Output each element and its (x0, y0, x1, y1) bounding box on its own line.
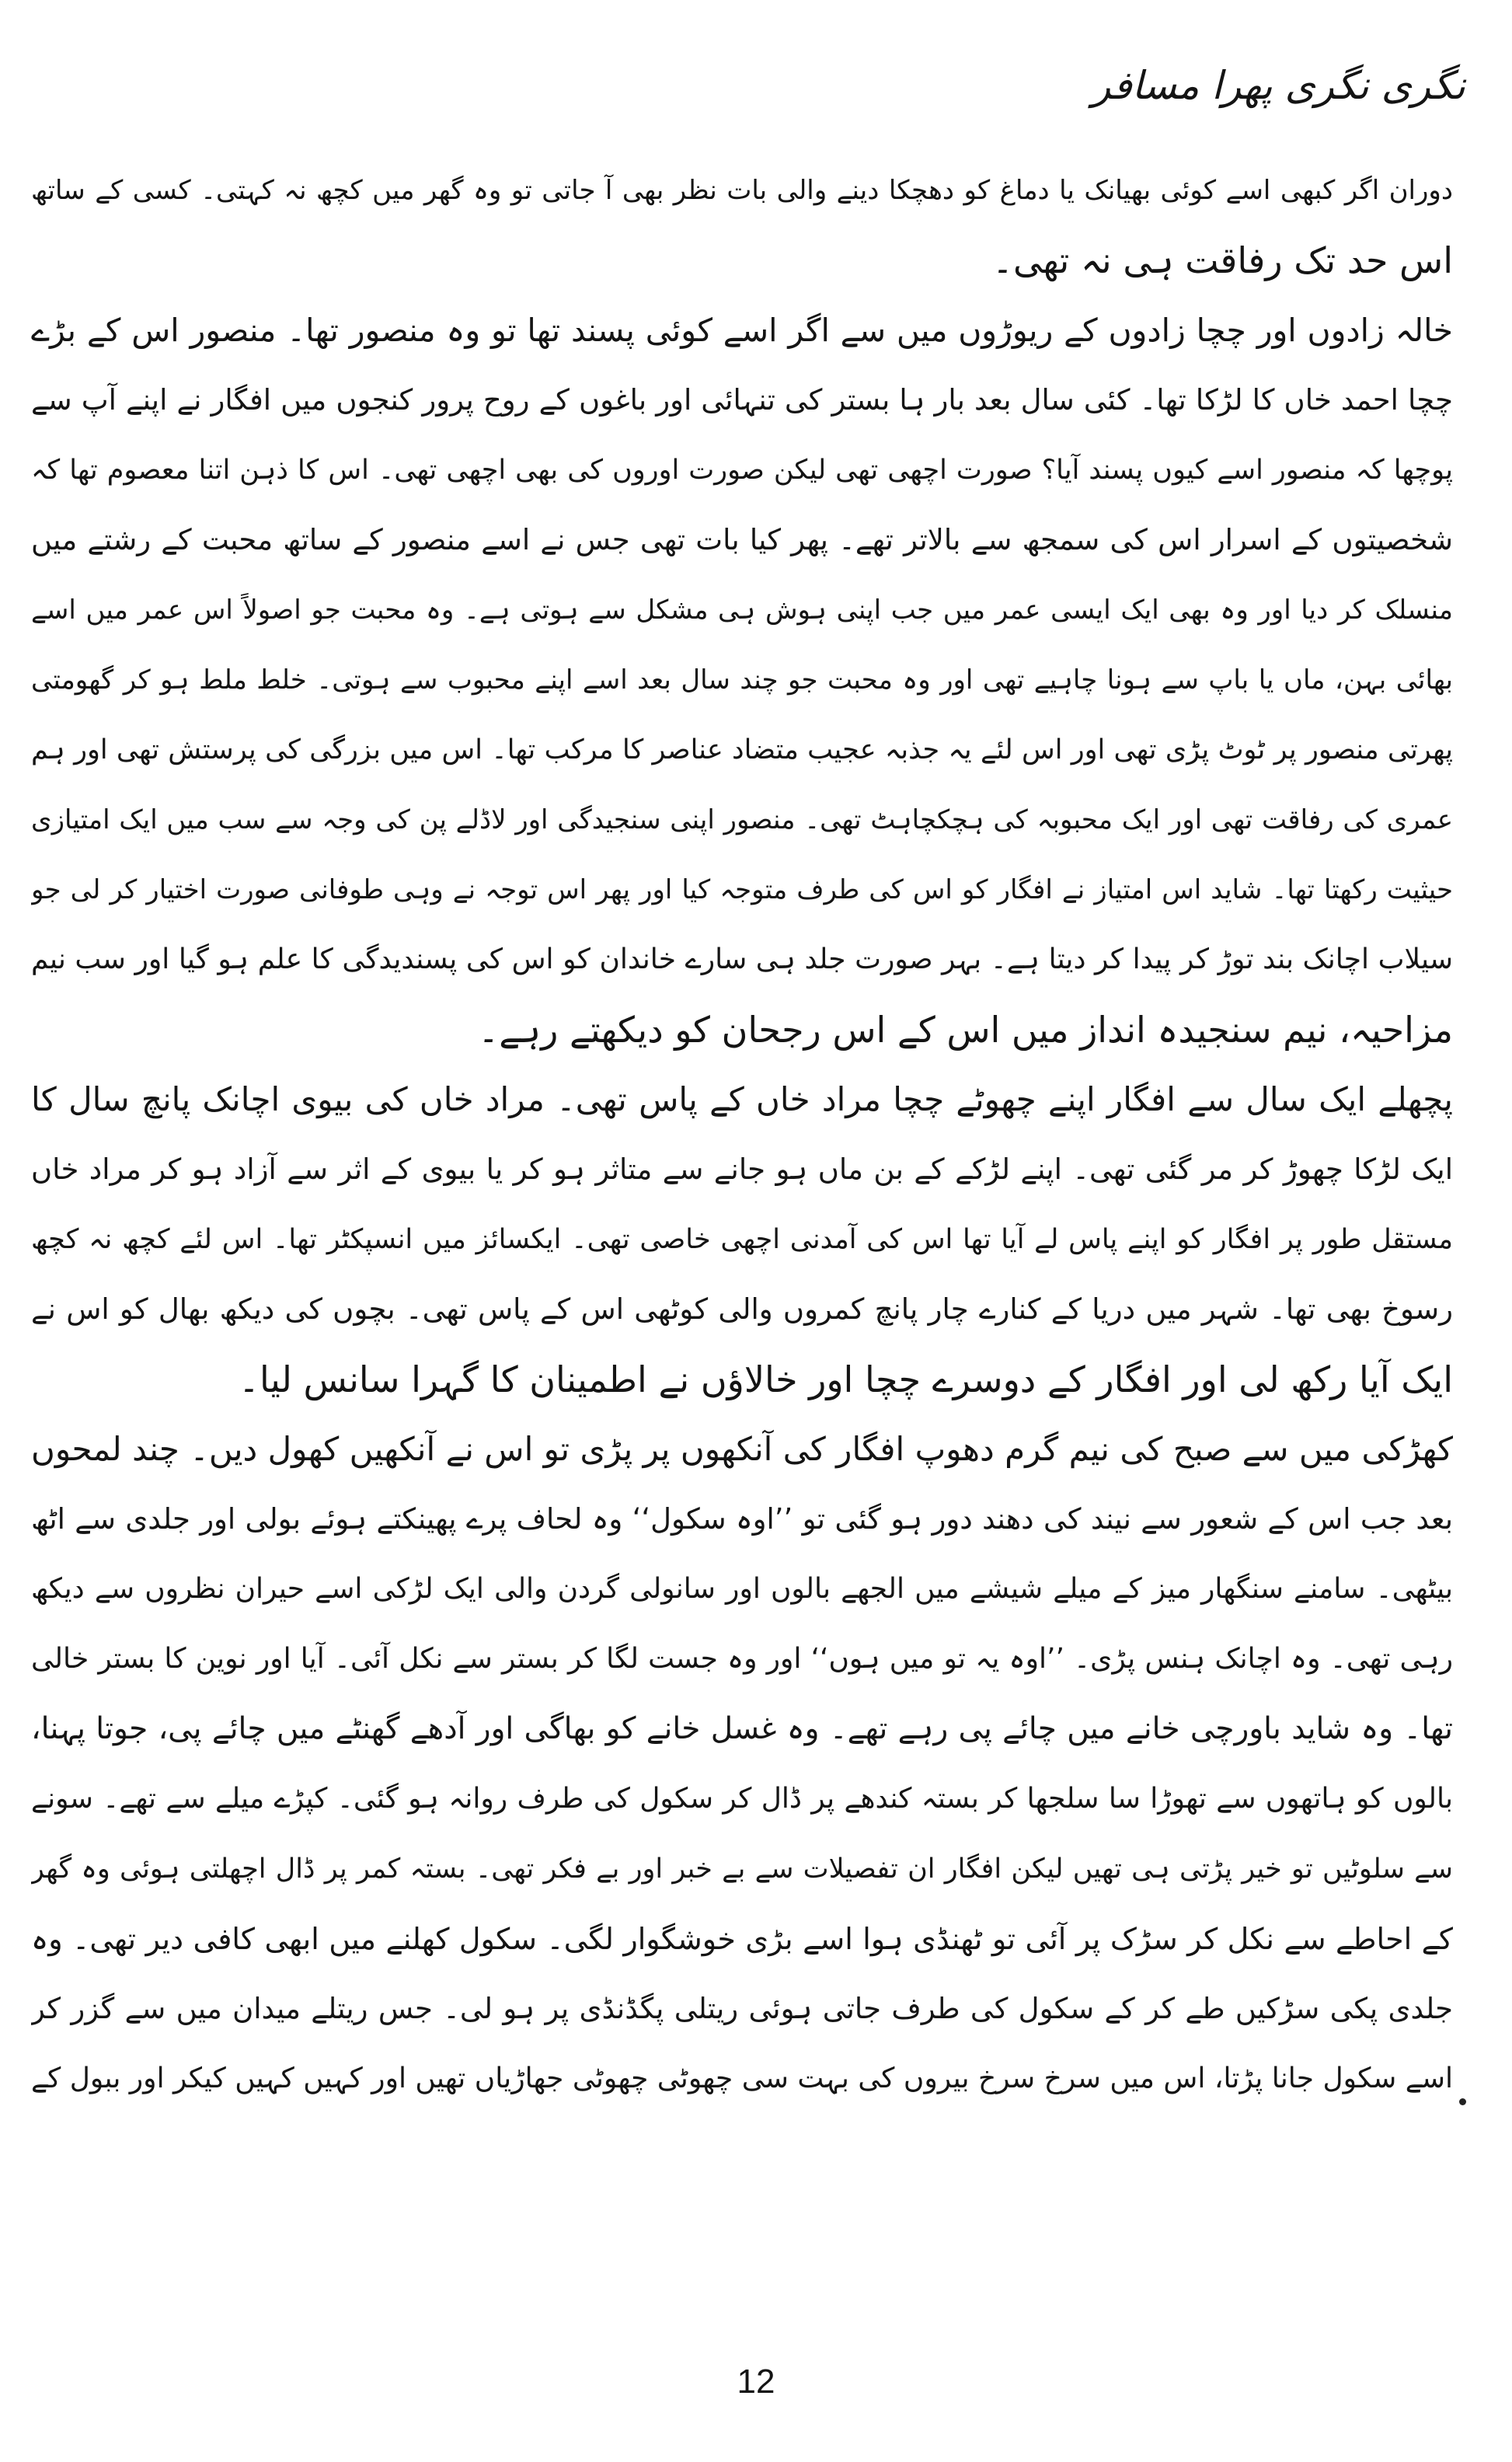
text-line: تھا۔ وہ شاید باورچی خانے میں چائے پی رہے تھے۔ وہ غسل خانے کو بھاگی اور آدھے گھنٹے میں چائے پی، جوتا پہنا، (31, 1711, 1453, 1746)
text-line: بیٹھی۔ سامنے سنگھار میز کے میلے شیشے میں الجھے بالوں اور سانولی گردن والی ایک لڑکی اسے حیران نظروں سے دیکھ (31, 1573, 1453, 1605)
text-line: مستقل طور پر افگار کو اپنے پاس لے آیا تھا اس کی آمدنی اچھی خاصی تھی۔ ایکسائز میں انسپکٹر تھا۔ اس لئے کچھ نہ کچھ (31, 1224, 1453, 1255)
text-line: عمری کی رفاقت تھی اور ایک محبوبہ کی ہچکچاہٹ تھی۔ منصور اپنی سنجیدگی اور لاڈلے پن کی وجہ سے سب میں ایک امتیازی (31, 804, 1453, 835)
running-head: نگری نگری پھرا مسافر (1092, 63, 1465, 108)
page-number: 12 (737, 2363, 775, 2401)
paragraph (31, 1414, 1453, 2114)
text-line: خالہ زادوں اور چچا زادوں کے ریوڑوں میں سے اگر اسے کوئی پسند تھا تو وہ منصور تھا۔ منصور اس کے بڑے (31, 312, 1453, 349)
text-line: رسوخ بھی تھا۔ شہر میں دریا کے کنارے چار پانچ کمروں والی کوٹھی اس کے پاس تھی۔ بچوں کی دیکھ بھال کو اس نے (31, 1292, 1453, 1326)
text-line: بعد جب اس کے شعور سے نیند کی دھند دور ہو گئی تو ’’اوہ سکول‘‘ وہ لحاف پرے پھینکتے ہوئے بولی اور جلدی سے اٹھ (31, 1502, 1453, 1536)
paragraph (31, 295, 1453, 1065)
text-line: پچھلے ایک سال سے افگار اپنے چھوٹے چچا مراد خاں کے پاس تھی۔ مراد خاں کی بیوی اچانک پانچ سال کا (31, 1080, 1453, 1118)
body-text (31, 155, 1453, 2114)
text-line: مزاحیہ، نیم سنجیدہ انداز میں اس کے اس رجحان کو دیکھتے رہے۔ (478, 1009, 1453, 1051)
text-line: حیثیت رکھتا تھا۔ شاید اس امتیاز نے افگار کو اس کی طرف متوجہ کیا اور پھر اس توجہ نے وہی طوفانی صورت اختیار کر لی جو (31, 874, 1453, 905)
paragraph (31, 155, 1453, 295)
text-line: اس حد تک رفاقت ہی نہ تھی۔ (992, 239, 1453, 281)
text-line: سیلاب اچانک بند توڑ کر پیدا کر دیتا ہے۔ بہر صورت جلد ہی سارے خاندان کو اس کی پسندیدگی کا علم ہو گیا اور سب نیم (31, 943, 1453, 975)
margin-dot (1459, 2098, 1466, 2105)
text-line: بھائی بہن، ماں یا باپ سے ہونا چاہیے تھی اور وہ محبت جو چند سال بعد اسے اپنے محبوب سے ہوتی۔ خلط ملط ہو کر گھومتی (31, 664, 1453, 696)
text-line: رہی تھی۔ وہ اچانک ہنس پڑی۔ ’’اوہ یہ تو میں ہوں‘‘ اور وہ جست لگا کر بستر سے نکل آئی۔ آیا اور نوین کا بستر خالی (31, 1643, 1453, 1675)
text-line: پھرتی منصور پر ٹوٹ پڑی تھی اور اس لئے یہ جذبہ عجیب متضاد عناصر کا مرکب تھا۔ اس میں بزرگی کی پرستش تھی اور ہم (31, 734, 1453, 765)
text-line: بالوں کو ہاتھوں سے تھوڑا سا سلجھا کر بستہ کندھے پر ڈال کر سکول کی طرف روانہ ہو گئی۔ کپڑے میلے سے تھے۔ سونے (31, 1783, 1453, 1815)
text-line: کے احاطے سے نکل کر سڑک پر آئی تو ٹھنڈی ہوا اسے بڑی خوشگوار لگی۔ سکول کھلنے میں ابھی کافی دیر تھی۔ وہ (31, 1922, 1453, 1956)
text-line: سے سلوٹیں تو خیر پڑتی ہی تھیں لیکن افگار ان تفصیلات سے بے خبر اور بے فکر تھی۔ بستہ کمر پر ڈال اچھلتی ہوئی وہ گھر (31, 1853, 1453, 1885)
paragraph (31, 1065, 1453, 1414)
text-line: ایک لڑکا چھوڑ کر مر گئی تھی۔ اپنے لڑکے کے بن ماں ہو جانے سے متاثر ہو کر یا بیوی کے اثر سے آزاد ہو کر مراد خاں (31, 1153, 1453, 1186)
text-line: شخصیتوں کے اسرار اس کی سمجھ سے بالاتر تھے۔ پھر کیا بات تھی جس نے اسے منصور کے ساتھ محبت کے رشتے میں (31, 523, 1453, 556)
text-line: دوران اگر کبھی اسے کوئی بھیانک یا دماغ کو دھچکا دینے والی بات نظر بھی آ جاتی تو وہ گھر میں کچھ نہ کہتی۔ کسی کے ساتھ (31, 175, 1453, 206)
text-line: منسلک کر دیا اور وہ بھی ایک ایسی عمر میں جب اپنی ہوش ہی مشکل سے ہوتی ہے۔ وہ محبت جو اصولاً اس عمر میں اسے (31, 595, 1453, 626)
text-line: جلدی پکی سڑکیں طے کر کے سکول کی طرف جاتی ہوئی ریتلی پگڈنڈی پر ہو لی۔ جس ریتلے میدان میں سے گزر کر (31, 1992, 1453, 2025)
text-line: اسے سکول جانا پڑتا، اس میں سرخ سرخ بیروں کی بہت سی چھوٹی چھوٹی جھاڑیاں تھیں اور کہیں کہیں کیکر اور ببول کے (31, 2063, 1453, 2094)
text-line: پوچھا کہ منصور اسے کیوں پسند آیا؟ صورت اچھی تھی لیکن صورت اوروں کی بھی اچھی تھی۔ اس کا ذہن اتنا معصوم تھا کہ (31, 455, 1453, 486)
text-line: چچا احمد خاں کا لڑکا تھا۔ کئی سال بعد بار ہا بستر کی تنہائی اور باغوں کے روح پرور کنجوں میں افگار نے اپنے آپ سے (31, 383, 1453, 417)
text-line: کھڑکی میں سے صبح کی نیم گرم دھوپ افگار کی آنکھوں پر پڑی تو اس نے آنکھیں کھول دیں۔ چند لمحوں (31, 1430, 1453, 1468)
text-line: ایک آیا رکھ لی اور افگار کے دوسرے چچا اور خالاؤں نے اطمینان کا گہرا سانس لیا۔ (238, 1358, 1453, 1400)
